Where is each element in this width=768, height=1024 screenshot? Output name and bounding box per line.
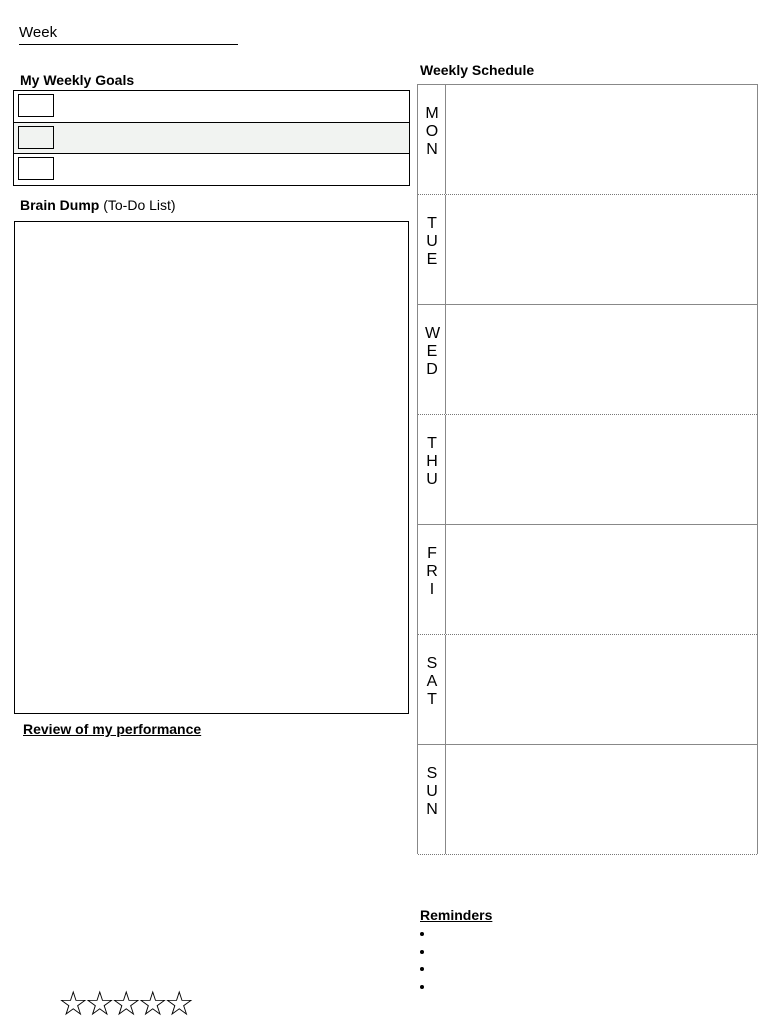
goal-row[interactable] [14, 122, 409, 153]
bullet-icon [420, 950, 424, 954]
brain-dump-title-rest: (To-Do List) [99, 197, 176, 213]
day-row-sat[interactable] [418, 635, 757, 745]
reminder-item[interactable] [420, 925, 424, 943]
brain-dump-area[interactable] [14, 221, 409, 714]
day-column [418, 745, 446, 854]
brain-dump-title-bold: Brain Dump [20, 197, 100, 213]
schedule-title: Weekly Schedule [420, 62, 535, 78]
bullet-icon [420, 985, 424, 989]
star-icon[interactable]: ☆ [110, 985, 138, 1023]
goal-row[interactable] [14, 153, 409, 184]
goal-checkbox[interactable] [18, 126, 54, 149]
week-field[interactable] [19, 24, 238, 45]
day-label: MON [425, 105, 439, 158]
bullet-icon [420, 932, 424, 936]
goal-checkbox[interactable] [18, 94, 54, 117]
brain-dump-title [20, 197, 176, 213]
star-rating[interactable] [58, 986, 190, 1022]
day-row-wed[interactable] [418, 305, 757, 415]
day-row-mon[interactable] [418, 85, 757, 195]
day-label: FRI [426, 545, 438, 598]
review-title: Review of my performance [23, 721, 202, 737]
star-icon[interactable]: ☆ [58, 985, 85, 1023]
day-column [418, 195, 446, 304]
day-label: SUN [426, 765, 438, 818]
day-label: TUE [426, 215, 438, 268]
day-label: SAT [426, 655, 438, 708]
reminder-item[interactable] [420, 943, 424, 961]
goals-title: My Weekly Goals [20, 72, 135, 88]
reminder-item[interactable] [420, 978, 424, 996]
star-icon[interactable]: ☆ [84, 985, 111, 1023]
reminder-item[interactable] [420, 960, 424, 978]
day-label: THU [426, 435, 438, 488]
goal-row[interactable] [14, 91, 409, 122]
day-label: WED [425, 325, 441, 378]
weekly-schedule [417, 84, 758, 854]
day-row-thu[interactable] [418, 415, 757, 525]
day-column [418, 635, 446, 744]
day-column [418, 415, 446, 524]
day-column [418, 85, 446, 194]
day-row-tue[interactable] [418, 195, 757, 305]
reminders-list [420, 925, 424, 995]
day-row-fri[interactable] [418, 525, 757, 635]
star-icon[interactable]: ☆ [137, 985, 164, 1023]
star-icon[interactable]: ☆ [163, 985, 191, 1023]
week-label: Week [19, 24, 58, 41]
day-row-sun[interactable] [418, 745, 757, 855]
goals-table [13, 90, 410, 186]
reminders-title: Reminders [420, 907, 493, 923]
day-column [418, 525, 446, 634]
goal-checkbox[interactable] [18, 157, 54, 180]
day-column [418, 305, 446, 414]
bullet-icon [420, 967, 424, 971]
